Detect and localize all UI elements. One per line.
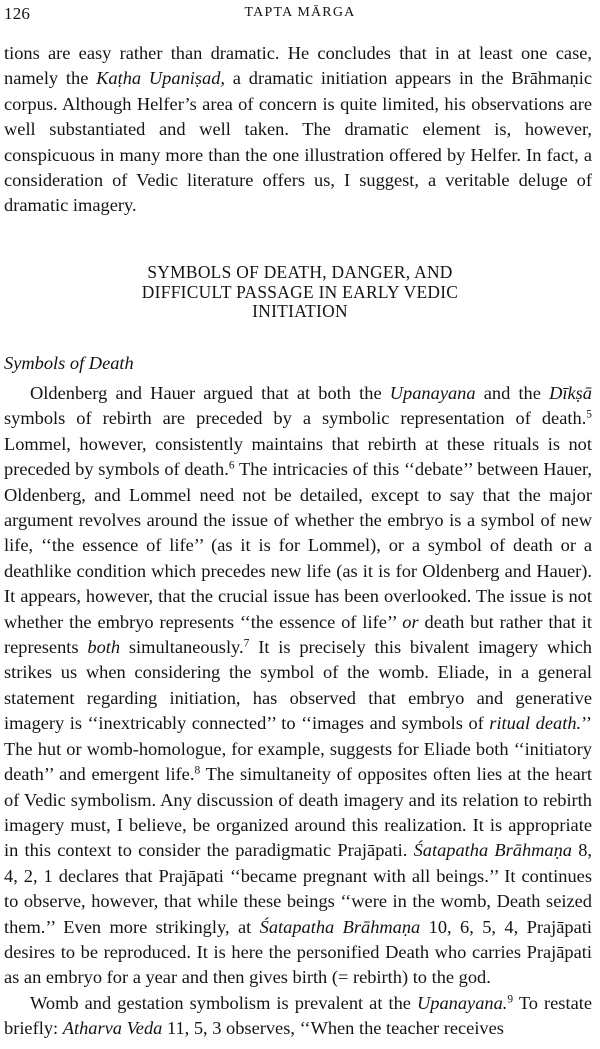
italic-title: Atharva Veda [62, 1018, 163, 1039]
text-run: 11, 5, 3 observes, ‘‘When the teacher receives [162, 1018, 504, 1039]
section-heading-line: DIFFICULT PASSAGE IN EARLY VEDIC [141, 281, 459, 302]
footnote-marker[interactable]: 5 [586, 409, 592, 422]
italic-title: Śatapatha Brāhmaṇa [259, 916, 421, 937]
italic-title: Kaṭha Upaniṣad, [96, 68, 226, 89]
section-heading [0, 263, 600, 322]
text-run: tions are easy rather than dramatic. He concludes that in at least one case, namely the [4, 43, 592, 89]
text-run: It is precisely this bivalent imagery which strikes us when considering the symbol of the womb. Eliade, in a general statement regarding initiation, has observed that embryo and generative imagery is ‘‘inextricably connected’’ to ‘‘images and symbols of [4, 637, 593, 734]
text-run: death but rather that it represents [4, 611, 592, 658]
text-run: 10, 6, 5, 4, Prajāpati desires to be reproduced. It is here the personified Death who carries Prajāpati as an embryo for a year and then gives birth (= rebirth) to the god. [4, 916, 592, 988]
italic-term: Upanayana [389, 383, 476, 403]
text-run: symbols of rebirth are preceded by a symbolic representation of death. [4, 408, 587, 429]
italic-word: both [87, 637, 121, 658]
footnote-marker[interactable]: 7 [243, 637, 250, 650]
text-run: Womb and gestation symbolism is prevalent at the [30, 992, 417, 1013]
text-run: ’’ The hut or womb-homologue, for example, suggests for Eliade both ‘‘initiatory death’’ and emergent life. [4, 713, 593, 785]
text-run: Oldenberg and Hauer argued that at both the [30, 383, 390, 403]
footnote-marker[interactable]: 9 [507, 993, 514, 1006]
page-number: 126 [4, 4, 31, 23]
footnote-marker[interactable]: 8 [194, 764, 201, 777]
footnote-marker[interactable]: 6 [228, 459, 235, 472]
section-heading-line: SYMBOLS OF DEATH, DANGER, AND [147, 262, 453, 282]
paragraph [4, 991, 592, 1042]
running-title: TAPTA MĀRGA [244, 5, 356, 20]
text-run: The intricacies of this ‘‘debate’’ between Hauer, Oldenberg, and Lommel need not be detailed, except to say that the major argument revolves around the issue of whether the embryo is a symbol of new life, ‘‘the essence of life’’ (as it is for Lommel), or a symbol of death or a deathlike condition which precedes new life (as it is for Oldenberg and Hauer). It appears, however, that the crucial issue has been overlooked. The issue is not whether the embryo represents ‘‘the essence of life’’ [4, 459, 593, 632]
italic-term: Dīkṣā [549, 383, 592, 403]
italic-phrase: ritual death. [489, 713, 582, 734]
text-run: The simultaneity of opposites often lies at the heart of Vedic symbolism. Any discussion of death imagery and its relation to rebirth imagery must, I believe, be organized around this realization. It is appropriate in this context to consider the paradigmatic Prajāpati. [4, 764, 592, 861]
paragraph [4, 381, 592, 991]
italic-word: or [402, 611, 419, 632]
subheading: Symbols of Death [4, 353, 134, 373]
text-run: Lommel, however, consistently maintains that rebirth at these rituals is not preceded by symbols of death. [4, 433, 592, 480]
running-header [0, 0, 600, 30]
italic-term: Upanayana. [417, 992, 508, 1013]
text-run: simultaneously. [120, 637, 244, 658]
text-run: 8, 4, 2, 1 declares that Prajāpati ‘‘became pregnant with all beings.’’ It continues to observe, however, that while these beings ‘‘were in the womb, Death seized them.’’ Even more strikingly, at [4, 840, 592, 937]
body-text-top [4, 41, 592, 219]
paragraph [4, 41, 592, 219]
text-run: To restate briefly: [4, 992, 593, 1039]
text-run: and the [475, 383, 550, 403]
text-run: a dramatic initiation appears in the Brāhmaṇic corpus. Although Helfer’s area of concern is quite limited, his observations are well substantiated and well taken. The dramatic element is, however, conspicuous in many more than the one illustration offered by Helfer. In fact, a consideration of Vedic literature offers us, I suggest, a veritable deluge of dramatic imagery. [4, 68, 592, 216]
section-heading-line: INITIATION [252, 301, 348, 321]
body-text-main [4, 381, 592, 1042]
italic-title: Śatapatha Brāhmaṇa [413, 840, 573, 861]
